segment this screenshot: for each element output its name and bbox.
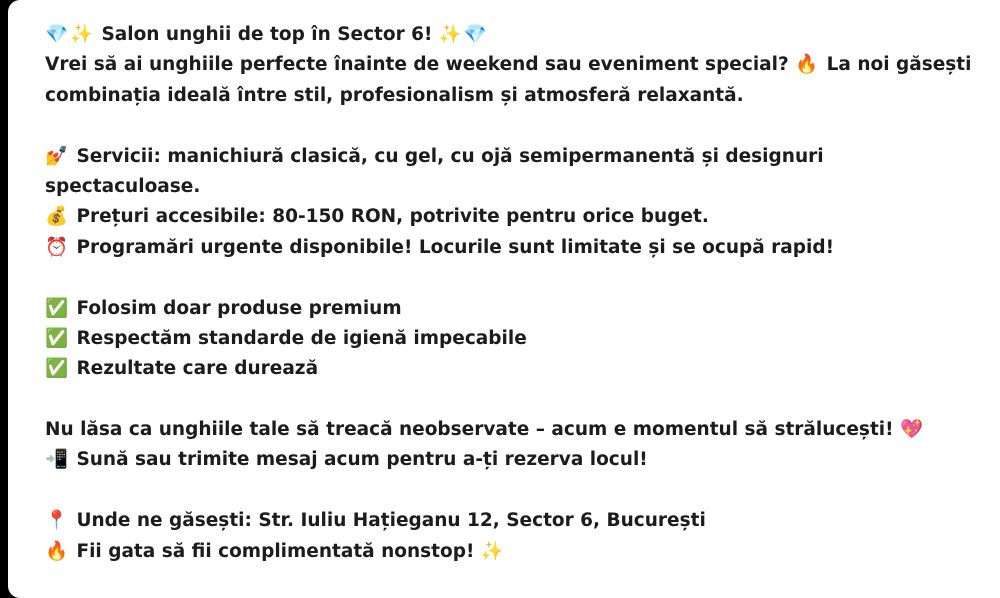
pin-icon: 📍 <box>45 510 69 532</box>
text-segment: Nu lăsa ca unghiile tale să treacă neobservate – acum e momentul să strălucești! <box>45 419 901 441</box>
text-line <box>45 233 990 263</box>
text-line <box>45 445 990 475</box>
message-text <box>45 20 990 567</box>
text-line <box>45 294 990 324</box>
sparkles-icon: ✨ <box>480 540 504 562</box>
text-line <box>45 354 990 384</box>
check-mark-icon: ✅ <box>45 358 69 380</box>
text-line <box>45 50 990 80</box>
text-line <box>45 324 990 354</box>
sparkles-icon: ✨ <box>70 24 94 45</box>
text-line <box>45 506 990 536</box>
blank-line <box>45 111 990 141</box>
text-segment: Folosim doar produse premium <box>70 297 402 319</box>
blank-line <box>45 385 990 415</box>
text-segment: Salon unghii de top în Sector 6! <box>95 24 439 45</box>
nail-polish-icon: 💅 <box>45 145 69 167</box>
sparkling-heart-icon: 💖 <box>900 419 924 441</box>
blank-line <box>45 263 990 293</box>
text-segment: Sună sau trimite mesaj acum pentru a-ți rezerva locul! <box>70 449 648 471</box>
gem-icon: 💎 <box>45 24 69 45</box>
text-segment: spectaculoase. <box>45 175 201 197</box>
text-segment: combinația ideală între stil, profesionalism și atmosferă relaxantă. <box>45 84 744 106</box>
text-segment: Fii gata să fii complimentată nonstop! <box>70 540 481 562</box>
sparkles-icon: ✨ <box>438 24 462 45</box>
text-line <box>45 81 990 111</box>
money-bag-icon: 💰 <box>45 206 69 228</box>
text-line <box>45 20 990 50</box>
text-segment: Rezultate care durează <box>70 358 319 380</box>
message-card <box>8 0 1000 598</box>
text-line <box>45 142 990 172</box>
text-segment: Respectăm standarde de igienă impecabile <box>70 327 527 349</box>
text-line <box>45 537 990 567</box>
check-mark-icon: ✅ <box>45 297 69 319</box>
text-line <box>45 172 990 202</box>
alarm-clock-icon: ⏰ <box>45 236 69 258</box>
check-mark-icon: ✅ <box>45 327 69 349</box>
text-segment: Prețuri accesibile: 80-150 RON, potrivite pentru orice buget. <box>70 206 709 228</box>
text-segment: Programări urgente disponibile! Locurile sunt limitate și se ocupă rapid! <box>70 236 835 258</box>
fire-icon: 🔥 <box>45 540 69 562</box>
text-segment: Unde ne găsești: Str. Iuliu Hațieganu 12, Sector 6, București <box>70 510 706 532</box>
mobile-phone-icon: 📲 <box>45 449 69 471</box>
text-segment: Servicii: manichiură clasică, cu gel, cu ojă semipermanentă și designuri <box>70 145 824 167</box>
text-line <box>45 415 990 445</box>
blank-line <box>45 476 990 506</box>
fire-icon: 🔥 <box>795 54 819 76</box>
text-segment: La noi găsești <box>820 54 972 76</box>
gem-icon: 💎 <box>463 24 487 45</box>
text-segment: Vrei să ai unghiile perfecte înainte de weekend sau eveniment special? <box>45 54 796 76</box>
text-line <box>45 202 990 232</box>
